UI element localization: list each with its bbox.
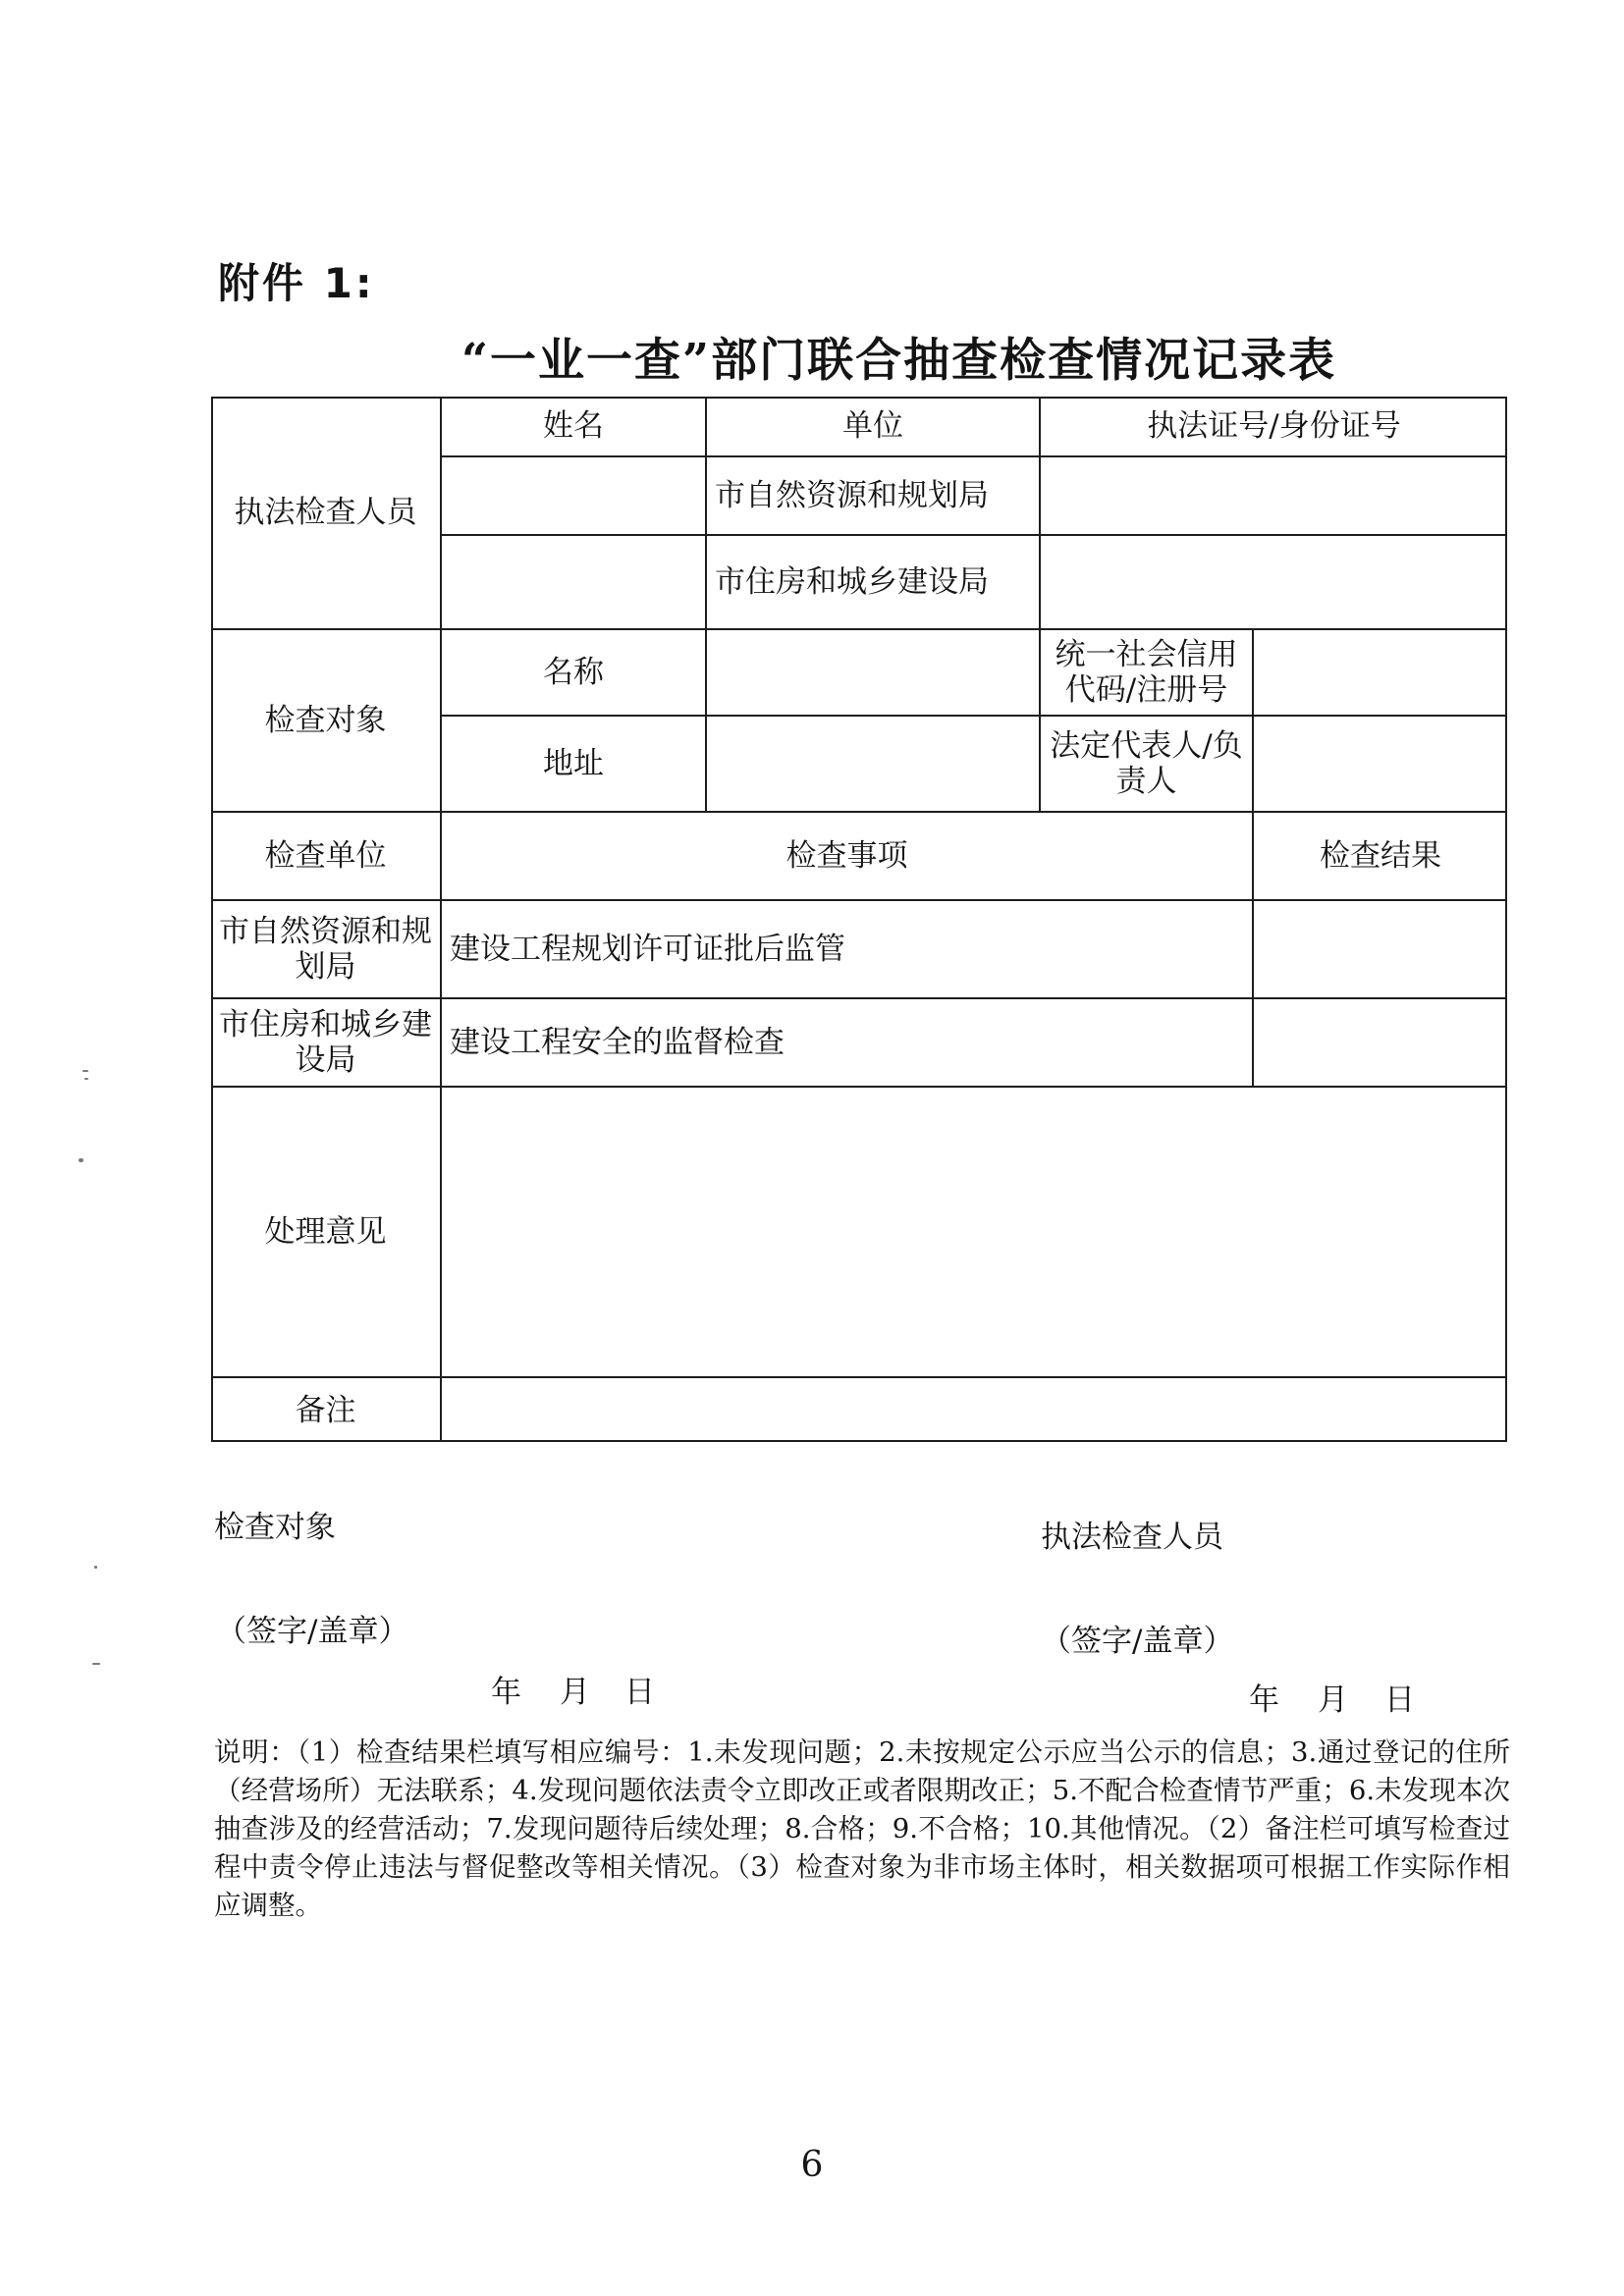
date-subject-month: 月: [560, 1675, 590, 1710]
check-2-result[interactable]: [1254, 999, 1507, 1086]
attachment-label: 附件 1:: [218, 259, 375, 307]
check-2-unit: 市住房和城乡建设局: [219, 1007, 432, 1078]
notes-paragraph: 说明：（1）检查结果栏填写相应编号：1.未发现问题；2.未按规定公示应当公示的信息；3.通过登记的住所（经营场所）无法联系；4.发现问题依法责令立即改正或者限期改正；5.不配合检查情节严重；6.未发现本次抽查涉及的经营活动；7.发现问题待后续处理；8.合格；9.不合格；10.其他情况。（2）备注栏可填写检查过程中责令停止违法与督促整改等相关情况。（3）检查对象为非市场主体时，相关数据项可根据工作实际作相应调整。: [214, 1736, 1510, 1921]
inspector-1-name[interactable]: [442, 457, 705, 534]
inspectors-section-label: 执法检查人员: [234, 495, 417, 530]
subject-name-value[interactable]: [707, 630, 1039, 715]
scan-speck: [92, 1663, 100, 1665]
subject-address-label: 地址: [543, 746, 604, 781]
inspector-2-name[interactable]: [442, 536, 705, 628]
check-1-unit: 市自然资源和规划局: [219, 914, 432, 985]
remarks-label: 备注: [295, 1392, 356, 1428]
scan-speck: [94, 1566, 97, 1569]
date-inspector-day: 日: [1384, 1682, 1415, 1718]
subject-legal-rep-value[interactable]: [1254, 717, 1507, 811]
subject-section-label: 检查对象: [264, 703, 387, 738]
subject-credit-code-value[interactable]: [1254, 630, 1507, 715]
date-inspector-year: 年: [1249, 1682, 1279, 1718]
date-subject-day: 日: [624, 1675, 655, 1710]
scan-speck: [84, 1078, 88, 1080]
subject-credit-code-label: 统一社会信用代码/注册号: [1055, 637, 1238, 708]
remarks-value[interactable]: [442, 1378, 1507, 1442]
checks-col-result: 检查结果: [1320, 838, 1441, 874]
inspectors-col-name: 姓名: [543, 408, 604, 444]
date-subject-year: 年: [491, 1675, 521, 1710]
check-1-result[interactable]: [1254, 901, 1507, 997]
subject-address-value[interactable]: [707, 717, 1039, 811]
subject-legal-rep-label: 法定代表人/负责人: [1050, 728, 1243, 799]
inspection-record-table: [211, 397, 1507, 1442]
signature-inspector-label: 执法检查人员: [1041, 1520, 1223, 1555]
inspectors-col-unit: 单位: [842, 408, 903, 444]
signature-subject-label: 检查对象: [214, 1510, 336, 1545]
inspector-1-id[interactable]: [1041, 457, 1507, 534]
date-inspector-month: 月: [1318, 1682, 1348, 1718]
subject-name-label: 名称: [543, 655, 604, 690]
scan-speck: [79, 1158, 83, 1162]
check-1-item: 建设工程规划许可证批后监管: [450, 932, 845, 967]
signature-inspector-hint: （签字/盖章）: [1041, 1624, 1234, 1659]
document-title: “一业一查”部门联合抽查检查情况记录表: [461, 334, 1337, 388]
inspectors-col-id: 执法证号/身份证号: [1147, 408, 1401, 444]
inspector-2-id[interactable]: [1041, 536, 1507, 628]
checks-col-unit: 检查单位: [264, 838, 387, 874]
opinion-label: 处理意见: [264, 1214, 387, 1250]
inspector-2-unit: 市住房和城乡建设局: [715, 564, 989, 600]
inspector-1-unit: 市自然资源和规划局: [715, 478, 989, 513]
checks-col-item: 检查事项: [785, 838, 908, 874]
opinion-value[interactable]: [442, 1088, 1507, 1376]
page-number: 6: [800, 2145, 824, 2185]
scan-speck: [82, 1070, 88, 1072]
signature-subject-hint: （签字/盖章）: [216, 1614, 409, 1649]
check-2-item: 建设工程安全的监督检查: [450, 1025, 785, 1060]
